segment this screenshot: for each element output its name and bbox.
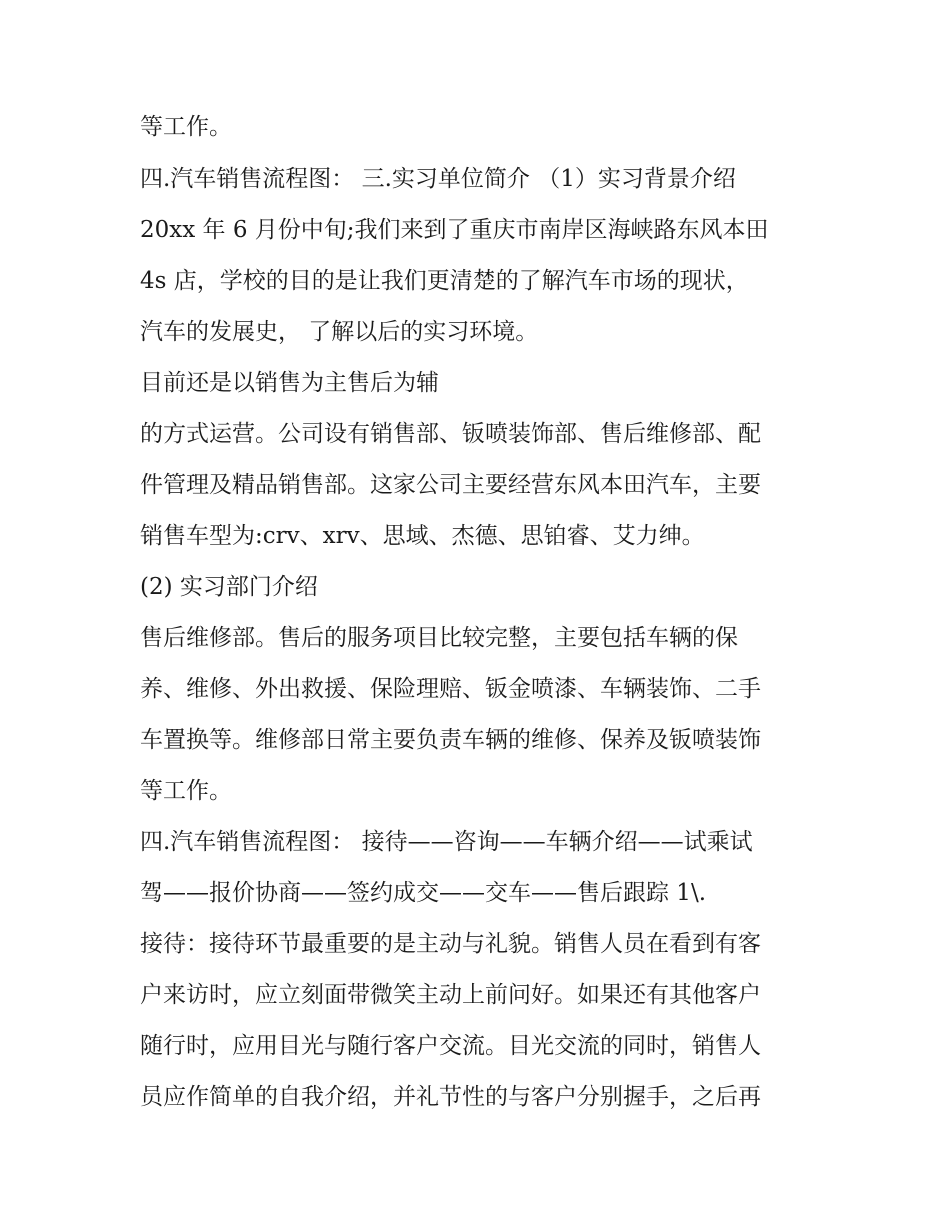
- text-line: 售后维修部。售后的服务项目比较完整，主要包括车辆的保: [140, 625, 738, 651]
- text-line: 汽车的发展史， 了解以后的实习环境。: [140, 319, 539, 345]
- text-line: 销售车型为:crv、xrv、思域、杰德、思铂睿、艾力绅。: [140, 523, 705, 549]
- text-line: 接待：接待环节最重要的是主动与礼貌。销售人员在看到有客: [140, 931, 761, 957]
- text-line: 的方式运营。公司设有销售部、钣喷装饰部、售后维修部、配: [140, 421, 761, 447]
- text-line: 目前还是以销售为主售后为辅: [140, 370, 439, 396]
- text-line: 驾——报价协商——签约成交——交车——售后跟踪 1\.: [140, 880, 707, 906]
- text-line: 员应作简单的自我介绍，并礼节性的与客户分别握手，之后再: [140, 1084, 761, 1110]
- text-line: 等工作。: [140, 114, 232, 140]
- text-line: 等工作。: [140, 778, 232, 804]
- text-line: (2) 实习部门介绍: [140, 574, 318, 600]
- text-line: 件管理及精品销售部。这家公司主要经营东风本田汽车，主要: [140, 472, 761, 498]
- text-line: 四.汽车销售流程图： 接待——咨询——车辆介绍——试乘试: [140, 829, 753, 855]
- text-line: 4s 店，学校的目的是让我们更清楚的了解汽车市场的现状，: [140, 268, 749, 294]
- text-line: 四.汽车销售流程图： 三.实习单位简介 （1）实习背景介绍: [140, 166, 736, 192]
- text-line: 养、维修、外出救援、保险理赔、钣金喷漆、车辆装饰、二手: [140, 676, 761, 702]
- text-line: 车置换等。维修部日常主要负责车辆的维修、保养及钣喷装饰: [140, 727, 761, 753]
- text-line: 20xx 年 6 月份中旬;我们来到了重庆市南岸区海峡路东风本田: [140, 217, 769, 243]
- text-line: 随行时，应用目光与随行客户交流。目光交流的同时，销售人: [140, 1033, 761, 1059]
- text-line: 户来访时，应立刻面带微笑主动上前问好。如果还有其他客户: [140, 982, 761, 1008]
